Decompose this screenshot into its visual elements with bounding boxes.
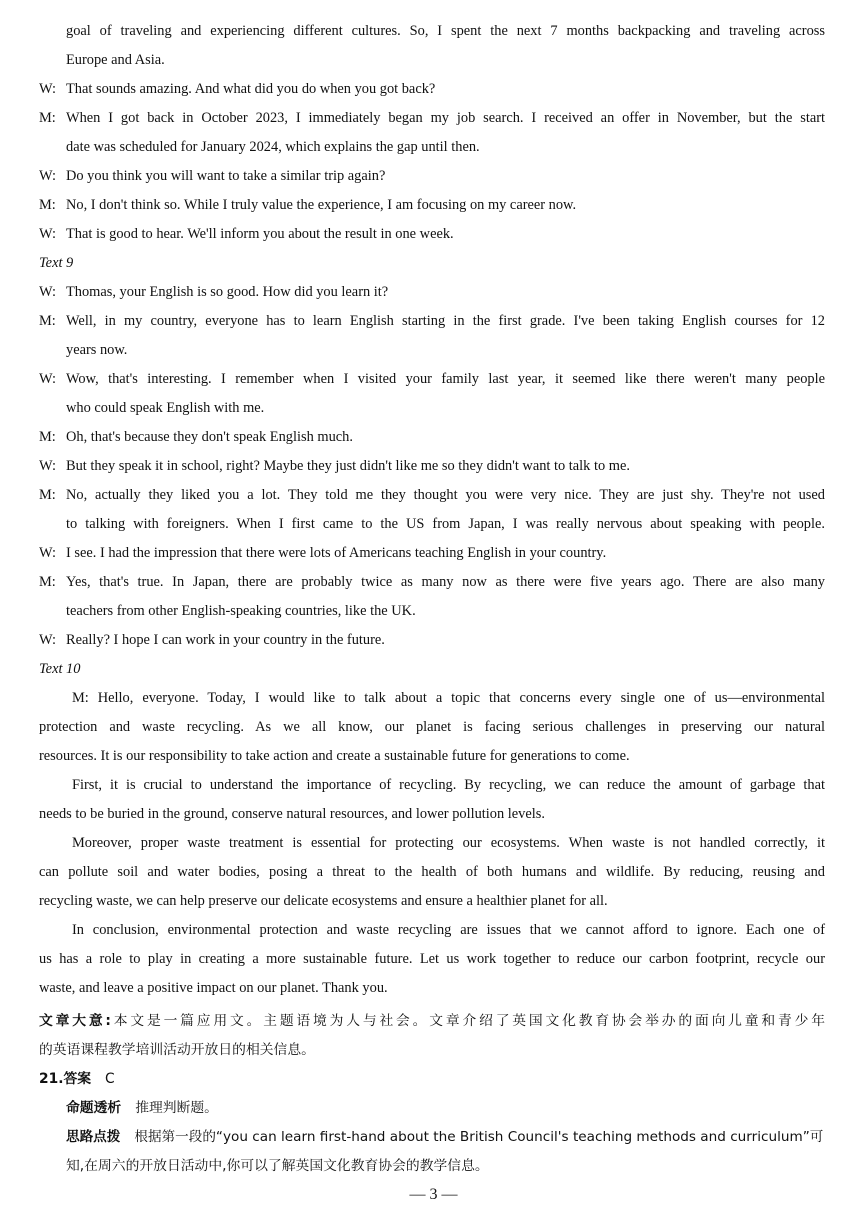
paragraph-line (72, 771, 825, 800)
line-text: That sounds amazing. And what did you do when you got back? (66, 81, 436, 97)
speaker-label: W: (39, 226, 57, 242)
speaker-label: M: (39, 313, 56, 329)
answer-value: C (105, 1071, 115, 1087)
line-text: protection and waste recycling. As we all know, our planet is facing serious challenges in preserving our natural (39, 719, 825, 735)
line-text: waste, and leave a positive impact on our planet. Thank you. (39, 980, 388, 996)
line-text: Oh, that's because they don't speak English much. (66, 429, 353, 445)
transcript-line (39, 307, 825, 336)
transcript-line (39, 452, 825, 481)
analysis-text: 推理判断题。 (135, 1100, 218, 1116)
section-label-text-9 (39, 249, 825, 278)
approach-label: 思路点拨 (66, 1129, 121, 1145)
transcript-line (39, 191, 825, 220)
answer-line (39, 1065, 825, 1094)
speaker-label: W: (39, 545, 57, 561)
section-label-text-10 (39, 655, 825, 684)
summary-text: 的英语课程教学培训活动开放日的相关信息。 (39, 1042, 315, 1058)
transcript-line (39, 104, 825, 133)
line-text: First, it is crucial to understand the importance of recycling. By recycling, we can reduce the amount of garbage that (72, 777, 825, 793)
summary-text: 本文是一篇应用文。主题语境为人与社会。文章介绍了英国文化教育协会举办的面向儿童和青少年 (110, 1013, 825, 1029)
line-text: recycling waste, we can help preserve our delicate ecosystems and ensure a healthier planet for all. (39, 893, 608, 909)
line-text: No, I don't think so. While I truly value the experience, I am focusing on my career now. (66, 197, 577, 213)
line-text: Do you think you will want to take a similar trip again? (66, 168, 386, 184)
approach-text: 知,在周六的开放日活动中,你可以了解英国文化教育协会的教学信息。 (66, 1158, 489, 1174)
line-text: resources. It is our responsibility to take action and create a sustainable future for generations to come. (39, 748, 630, 764)
transcript-line (66, 17, 825, 46)
speaker-label: M: (39, 429, 56, 445)
paragraph-line (72, 829, 825, 858)
paragraph-line (39, 887, 825, 916)
line-text: to talking with foreigners. When I first came to the US from Japan, I was really nervous about speaking with people. (66, 516, 825, 532)
line-text: M: Hello, everyone. Today, I would like to talk about a topic that concerns every single one of us—environmental (72, 690, 825, 706)
section-label: Text 10 (39, 661, 81, 677)
transcript-line (39, 481, 825, 510)
transcript-line (39, 220, 825, 249)
line-text: In conclusion, environmental protection and waste recycling are issues that we cannot afford to ignore. Each one of (72, 922, 825, 938)
paragraph-line (39, 713, 825, 742)
transcript-line (66, 597, 825, 626)
speaker-label: M: (39, 110, 56, 126)
transcript-line (66, 510, 825, 539)
paragraph-line (39, 742, 825, 771)
transcript-line (39, 423, 825, 452)
line-text: can pollute soil and water bodies, posing a threat to the health of both humans and wildlife. By reducing, reusing and (39, 864, 825, 880)
line-text: Wow, that's interesting. I remember when I visited your family last year, it seemed like there weren't many people (66, 371, 825, 387)
summary-label: 文章大意: (39, 1013, 111, 1029)
line-text: needs to be buried in the ground, conserve natural resources, and lower pollution levels. (39, 806, 545, 822)
transcript-line (66, 394, 825, 423)
paragraph-line (39, 858, 825, 887)
line-text: Yes, that's true. In Japan, there are probably twice as many now as there were five years ago. There are also many (66, 574, 825, 590)
summary-line (39, 1007, 825, 1036)
answer-number-label: 21.答案 (39, 1071, 92, 1087)
transcript-line (66, 336, 825, 365)
line-text: teachers from other English-speaking countries, like the UK. (66, 603, 416, 619)
approach-line (66, 1152, 852, 1181)
speaker-label: M: (39, 487, 56, 503)
section-label: Text 9 (39, 255, 74, 271)
analysis-label: 命题透析 (66, 1100, 122, 1116)
speaker-label: W: (39, 168, 57, 184)
speaker-label: W: (39, 458, 57, 474)
transcript-line (39, 75, 825, 104)
summary-line (39, 1036, 825, 1065)
line-text: Well, in my country, everyone has to learn English starting in the first grade. I've been taking English courses for 12 (66, 313, 825, 329)
line-text: Thomas, your English is so good. How did you learn it? (66, 284, 389, 300)
paragraph-line (39, 945, 825, 974)
line-text: us has a role to play in creating a more sustainable future. Let us work together to reduce our carbon footprint, recycle our (39, 951, 825, 967)
paragraph-line (72, 684, 825, 713)
transcript-line (66, 46, 825, 75)
analysis-line (66, 1094, 852, 1123)
line-text: But they speak it in school, right? Maybe they just didn't like me so they didn't want to talk to me. (66, 458, 630, 474)
speaker-label: W: (39, 284, 57, 300)
speaker-label: M: (39, 197, 56, 213)
line-text: I see. I had the impression that there were lots of Americans teaching English in your country. (66, 545, 607, 561)
paragraph-line (72, 916, 825, 945)
paragraph-line (39, 800, 825, 829)
line-text: Moreover, proper waste treatment is essential for protecting our ecosystems. When waste is not handled correctly, it (72, 835, 825, 851)
transcript-line (39, 626, 825, 655)
approach-text: 根据第一段的“you can learn first-hand about the British Council's teaching methods and curriculum”可 (134, 1129, 824, 1145)
speaker-label: M: (39, 574, 56, 590)
line-text: date was scheduled for January 2024, which explains the gap until then. (66, 139, 480, 155)
line-text: who could speak English with me. (66, 400, 265, 416)
approach-line (66, 1123, 825, 1152)
line-text: goal of traveling and experiencing different cultures. So, I spent the next 7 months backpacking and traveling across (66, 23, 825, 39)
speaker-label: W: (39, 371, 57, 387)
line-text: When I got back in October 2023, I immediately began my job search. I received an offer in November, but the start (66, 110, 825, 126)
speaker-label: W: (39, 632, 57, 648)
transcript-line (39, 539, 825, 568)
line-text: That is good to hear. We'll inform you about the result in one week. (66, 226, 454, 242)
transcript-line (66, 133, 825, 162)
speaker-label: W: (39, 81, 57, 97)
transcript-line (39, 365, 825, 394)
transcript-line (39, 278, 825, 307)
page-number: — 3 — (409, 1186, 458, 1203)
transcript-line (39, 162, 825, 191)
line-text: No, actually they liked you a lot. They told me they thought you were very nice. They are just shy. They're not used (66, 487, 825, 503)
line-text: Europe and Asia. (66, 52, 165, 68)
line-text: years now. (66, 342, 128, 358)
transcript-line (39, 568, 825, 597)
paragraph-line (39, 974, 825, 1003)
line-text: Really? I hope I can work in your country in the future. (66, 632, 385, 648)
